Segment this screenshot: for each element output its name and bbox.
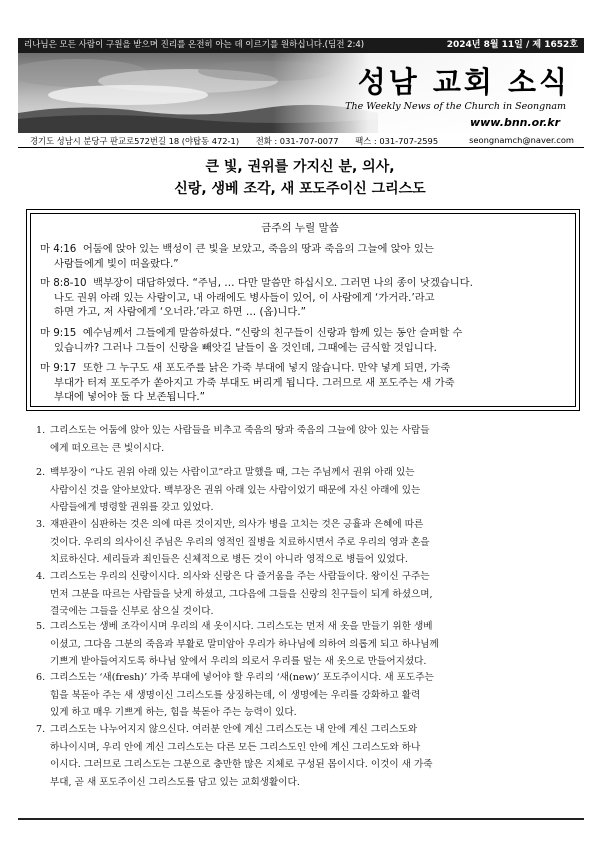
point-text: 하나이시며, 우리 안에 계신 그리스도는 다른 모든 그리스도인 안에 계신 그리스도와 하나: [50, 741, 421, 753]
header-divider: [18, 147, 584, 148]
point-text: 사람이신 것을 알아보았다. 백부장은 권위 아래 있는 사람이었기 때문에 자신 아래에 있는: [50, 484, 421, 496]
point-number: 4.: [36, 571, 46, 582]
verse-text: 사람들에게 빛이 떠올랐다.”: [54, 257, 179, 270]
verse-ref: 마 8:8-10: [40, 277, 87, 289]
footer-divider: [18, 818, 584, 820]
verse-text: 있습니까? 그러나 그들이 신랑을 빼앗길 날들이 올 것인데, 그때에는 금식할 것입니다.: [54, 341, 437, 354]
point-text: 기쁘게 받아들여지도록 하나님 앞에서 우리의 의로서 우리를 덮는 새 옷으로 만들어지셨다.: [50, 656, 427, 668]
point-item: [36, 669, 578, 722]
verse-text: 하면 가고, 저 사람에게 ‘오너라.’라고 하면 … (옵)니다.”: [54, 306, 306, 318]
verse-item: [40, 242, 570, 271]
fax: 팩스 : 031-707-2595: [355, 136, 439, 146]
verse-item: [40, 276, 570, 320]
contact-line: [30, 135, 584, 147]
headline-line1: 큰 빛, 권위를 가지신 분, 의사,: [205, 159, 395, 175]
newsletter-title: 성남 교회 소식: [357, 65, 570, 99]
point-text: 이시다. 그러므로 그리스도는 그분으로 충만한 많은 지체로 구성된 몸이시다. 이것이 새 가죽: [50, 759, 433, 771]
verse-ref: 마 9:15: [40, 327, 77, 339]
point-item: [36, 568, 578, 621]
point-text: 사람들에게 명령할 권위를 갖고 있었다.: [50, 502, 214, 514]
headline-line2: 신랑, 생베 조각, 새 포도주이신 그리스도: [174, 181, 426, 197]
email-link[interactable]: seongnamch@naver.com: [469, 135, 574, 145]
point-text: 먼저 그분을 따르는 사람들을 낫게 하셨고, 그다음에 그들을 신랑의 친구들이 되게 하셨으며,: [50, 588, 433, 600]
address: 경기도 성남시 분당구 판교로572번길 18 (야탑동 472-1): [30, 136, 240, 146]
header-verse-bar: [18, 38, 584, 53]
point-item: [36, 422, 578, 457]
point-text: 에게 떠오르는 큰 빛이시다.: [50, 442, 165, 454]
point-text: 결국에는 그들을 신부로 삼으실 것이다.: [50, 606, 214, 618]
verse-text: 부대가 터져 포도주가 쏟아지고 가죽 부대도 버리게 됩니다. 그러므로 새 포도주는 새 가죽: [54, 376, 455, 389]
verse-ref: 마 9:17: [40, 362, 77, 374]
point-text: 그리스도는 어둠에 앉아 있는 사람들을 비추고 죽음의 땅과 죽음의 그늘에 앉아 있는 사람들: [50, 425, 430, 436]
point-number: 2.: [36, 467, 46, 478]
verse-ref: 마 4:16: [40, 243, 77, 255]
point-text: 힘을 북돋아 주는 새 생명이신 그리스도를 상징하는데, 이 생명에는 우리를 강화하고 활력: [50, 689, 421, 701]
verses-box-title: 금주의 누릴 말씀: [261, 222, 339, 234]
point-number: 1.: [36, 425, 46, 436]
verse-text: 어둠에 앉아 있는 백성이 큰 빛을 보았고, 죽음의 땅과 죽음의 그늘에 앉아 있는: [82, 243, 434, 255]
point-text: 부대, 곧 새 포도주이신 그리스도를 담고 있는 교회생활이다.: [50, 776, 300, 788]
verse-item: [40, 326, 570, 355]
verse-text: 백부장이 대답하였다. “주님, … 다만 말씀만 하십시오. 그러면 나의 종이 낫겠습니다.: [93, 277, 473, 289]
point-text: 재판관이 심판하는 것은 의에 따른 것이지만, 의사가 병을 고치는 것은 긍휼과 은혜에 따른: [50, 519, 424, 530]
header-verse: 리나님은 모든 사람이 구원을 받으며 진리를 온전히 아는 데 이르기를 원하십니다.(딤전 2:4): [24, 40, 365, 50]
verse-text: 나도 권위 아래 있는 사람이고, 내 아래에도 병사들이 있어, 이 사람에게 ‘가거라.’라고: [54, 291, 435, 304]
point-number: 3.: [36, 519, 46, 530]
point-number: 5.: [36, 621, 46, 632]
point-text: 백부장이 “나도 권위 아래 있는 사람이고”라고 말했을 때, 그는 주님께서 권위 아래 있는: [50, 467, 415, 478]
point-text: 그리스도는 나누어지지 않으신다. 여러분 안에 계신 그리스도는 내 안에 계신 그리스도와: [50, 724, 418, 735]
point-item: [36, 618, 578, 671]
newsletter-subtitle: The Weekly News of the Church in Seongnam: [345, 101, 566, 112]
point-text: 그리스도는 우리의 신랑이시다. 의사와 신랑은 다 즐거움을 주는 사람들이다. 왕이신 구주는: [50, 571, 430, 582]
verse-text: 또한 그 누구도 새 포도주를 낡은 가죽 부대에 넣지 않습니다. 만약 넣게 되면, 가죽: [82, 362, 451, 374]
point-item: [36, 721, 578, 791]
verse-item: [40, 361, 570, 405]
verse-text: 예수님께서 그들에게 말씀하셨다. “신랑의 친구들이 신랑과 함께 있는 동안 슬퍼할 수: [82, 327, 463, 339]
point-text: 있게 하고 매우 기쁘게 하는, 힘을 북돋아 주는 능력이 있다.: [50, 707, 297, 719]
point-text: 그리스도는 생베 조각이시며 우리의 새 옷이시다. 그리스도는 먼저 새 옷을 만들기 위한 생베: [50, 621, 433, 632]
point-text: 것이다. 우리의 의사이신 주님은 우리의 영적인 질병을 치료하시면서 주로 우리의 영과 혼을: [50, 536, 430, 548]
point-text: 그리스도는 ‘새(fresh)’ 가죽 부대에 넣어야 할 우리의 ‘새(new)’ 포도주이시다. 새 포도주는: [50, 672, 434, 683]
point-number: 7.: [36, 724, 46, 735]
website-link[interactable]: www.bnn.or.kr: [469, 116, 560, 129]
phone: 전화 : 031-707-0077: [255, 136, 339, 146]
point-item: [36, 516, 578, 569]
issue-date: 2024년 8월 11일 / 제 1652호: [446, 40, 578, 50]
verse-text: 부대에 넣어야 둘 다 보존됩니다.”: [54, 391, 206, 403]
point-text: 치료하신다. 세리들과 죄인들은 신체적으로 병든 것이 아니라 영적으로 병들어 있었다.: [50, 554, 408, 566]
point-text: 이셨고, 그다음 그분의 죽음과 부활로 말미암아 우리가 하나님에 의하여 의롭게 되고 하나님께: [50, 638, 439, 650]
point-item: [36, 464, 578, 517]
point-number: 6.: [36, 672, 46, 683]
